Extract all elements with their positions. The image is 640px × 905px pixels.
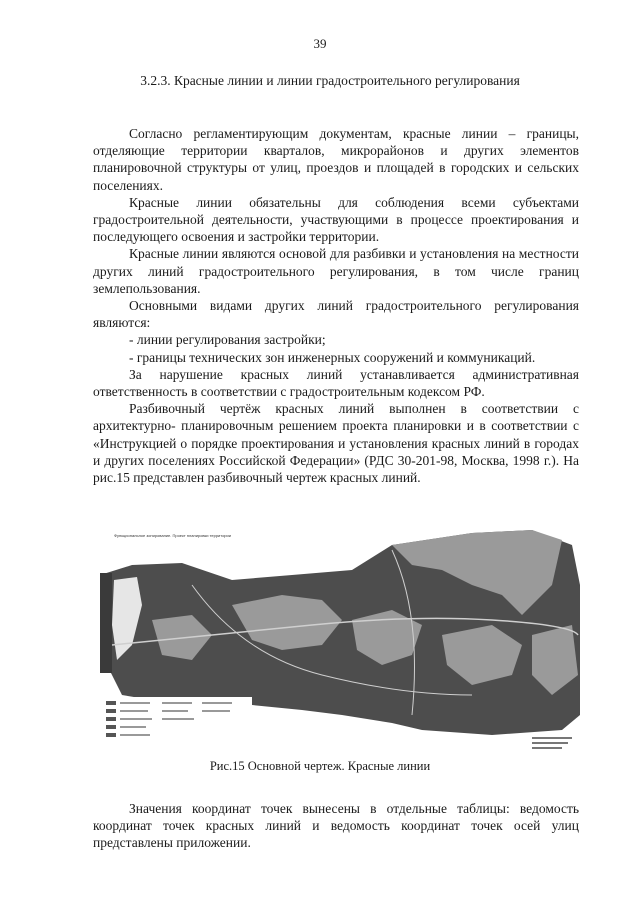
page-number: 39 (313, 36, 327, 51)
stamp-block (532, 737, 572, 749)
paragraph-basis: Красные линии являются основой для разбивки и установления на местности других линий градостроительного регулирования, в том числе границ землепользования. (93, 246, 579, 296)
body-text (93, 125, 579, 486)
paragraph-obligation: Красные линии обязательны для соблюдения всеми субъектами градостроительной деятельности, участвующими в процессе проектирования и последующего освоения и застройки территории. (93, 194, 579, 245)
section-heading: 3.2.3. Красные линии и линии градостроительного регулирования (140, 73, 520, 88)
list-item: - границы технических зон инженерных сооружений и коммуникаций. (129, 349, 536, 365)
figure-caption: Рис.15 Основной чертеж. Красные линии (209, 759, 431, 773)
list-item: - линии регулирования застройки; (129, 332, 326, 348)
zone-dark-strip (100, 573, 112, 673)
closing-text (93, 800, 579, 852)
paragraph-definition: Согласно регламентирующим документам, красные линии – границы, отделяющие территории кварталов, микрорайонов и других элементов планировочной структуры от улиц, проездов и площадей в городских и сельских поселениях. (93, 126, 579, 193)
map-figure (92, 525, 582, 755)
paragraph-types-intro: Основными видами других линий градостроительного регулирования являются: (93, 298, 579, 331)
paragraph-drawing: Разбивочный чертёж красных линий выполнен в соответствии с архитектурно- планировочным решением проекта планировки и в соответствии с «Инструкцией о порядке проектирования и установления красных линий в городах и других поселениях Российской Федерации» (РДС 30-201-98, Москва, 1998 г.). На рис.15 представлен разбивочный чертеж красных линий. (93, 401, 579, 486)
site-plan-map (92, 525, 582, 755)
paragraph-coordinates: Значения координат точек вынесены в отдельные таблицы: ведомость координат точек красных линий и ведомость координат точек осей улиц представлены приложении. (93, 801, 579, 851)
legend-block (102, 697, 252, 747)
map-title: Функциональное зонирование. Проект планировки территории (114, 533, 231, 538)
paragraph-liability: За нарушение красных линий устанавливается административная ответственность в соответствии с градостроительным кодексом РФ. (93, 366, 579, 400)
